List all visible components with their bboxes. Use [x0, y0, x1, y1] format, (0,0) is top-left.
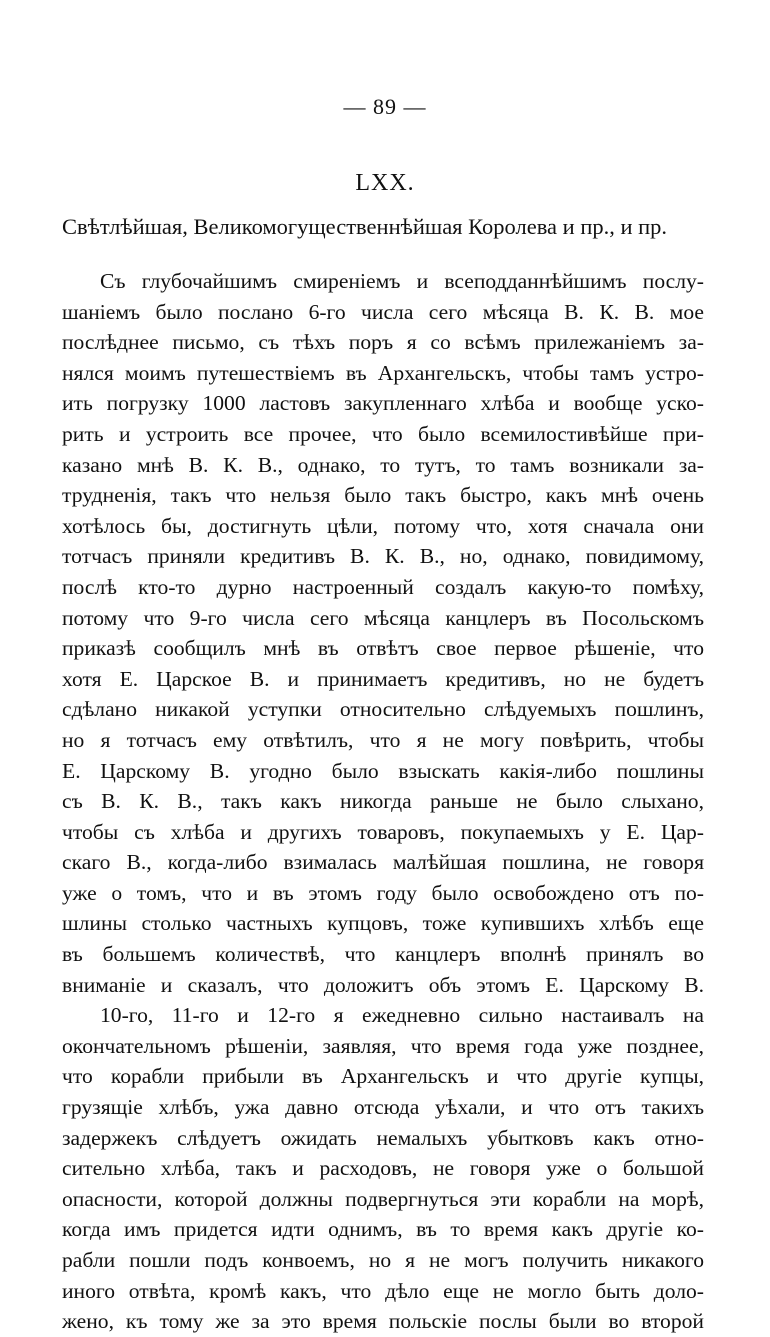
text-line: опасности, которой должны подвергнуться эти корабли на морѣ, [62, 1186, 704, 1211]
text-line: чтобы съ хлѣба и другихъ товаровъ, покупаемыхъ у Е. Цар- [62, 819, 704, 844]
document-number: LXX. [355, 170, 415, 196]
text-line: послѣднее письмо, съ тѣхъ поръ я со всѣмъ прилежаніемъ за- [62, 330, 704, 355]
text-line: скаго В., когда-либо взималась малѣйшая пошлина, не говоря [62, 850, 704, 875]
text-line: рабли пошли подъ конвоемъ, но я не могъ получить никакого [62, 1248, 704, 1272]
text-line: рить и устроить все прочее, что было всемилостивѣйше при- [62, 421, 704, 446]
text-line: хотя Е. Царское В. и принимаетъ кредитивъ, но не будетъ [62, 666, 704, 691]
text-line: когда имъ придется идти однимъ, въ то время какъ другіе ко- [62, 1217, 704, 1242]
text-line: послѣ кто-то дурно настроенный создалъ какую-то помѣху, [62, 574, 704, 599]
text-line: иного отвѣта, кромѣ какъ, что дѣло еще не могло быть доло- [62, 1278, 704, 1303]
page-number: — 89 — [343, 94, 427, 119]
text-line: Е. Царскому В. угодно было взыскать какія-либо пошлины [62, 758, 704, 783]
text-line: что корабли прибыли въ Архангельскъ и что другіе купцы, [62, 1064, 704, 1089]
text-line: 10-го, 11-го и 12-го я ежедневно сильно настаивалъ на [100, 1003, 704, 1028]
text-line: приказѣ сообщилъ мнѣ въ отвѣтъ свое первое рѣшеніе, что [62, 636, 704, 661]
text-line: уже о томъ, что и въ этомъ году было освобождено отъ по- [62, 880, 704, 905]
text-line: сительно хлѣба, такъ и расходовъ, не говоря уже о большой [62, 1156, 704, 1181]
text-line: Съ глубочайшимъ смиреніемъ и всеподданнѣйшимъ послу- [100, 269, 704, 293]
text-line: нялся моимъ путешествіемъ въ Архангельскъ, чтобы тамъ устро- [62, 360, 704, 385]
text-line: потому что 9-го числа сего мѣсяца канцлеръ въ Посольскомъ [62, 605, 704, 630]
text-line: сдѣлано никакой уступки относительно слѣдуемыхъ пошлинъ, [62, 697, 704, 722]
text-line: ить погрузку 1000 ластовъ закупленнаго хлѣба и вообще уско- [62, 391, 704, 416]
text-line: трудненія, такъ что нельзя было такъ быстро, какъ мнѣ очень [62, 483, 704, 508]
text-line: въ большемъ количествѣ, что канцлеръ вполнѣ принялъ во [62, 942, 704, 967]
text-line: хотѣлось бы, достигнуть цѣли, потому что, хотя сначала они [62, 513, 704, 538]
text-line: грузящіе хлѣбъ, ужа давно отсюда уѣхали, и что отъ такихъ [62, 1095, 704, 1120]
text-line: шлины столько частныхъ купцовъ, тоже купившихъ хлѣбъ еще [62, 911, 704, 936]
text-line: жено, къ тому же за это время польскіе послы были во второй [62, 1309, 704, 1334]
text-line: но я тотчасъ ему отвѣтилъ, что я не могу повѣрить, чтобы [62, 727, 704, 752]
text-line: съ В. К. В., такъ какъ никогда раньше не было слыхано, [62, 789, 704, 814]
text-line: вниманіе и сказалъ, что доложитъ объ этомъ Е. Царскому В. [62, 972, 704, 997]
letter-body [62, 266, 704, 1337]
text-line: шаніемъ было послано 6-го числа сего мѣсяца В. К. В. мое [62, 299, 704, 324]
text-line: задержекъ слѣдуетъ ожидать немалыхъ убытковъ какъ отно- [62, 1125, 704, 1150]
text-line: окончательномъ рѣшеніи, заявляя, что время года уже позднее, [62, 1033, 704, 1058]
text-line: казано мнѣ В. К. В., однако, то тутъ, то тамъ возникали за- [62, 452, 704, 477]
salutation: Свѣтлѣйшая, Великомогущественнѣйшая Королева и пр., и пр. [62, 214, 668, 239]
text-line: тотчасъ приняли кредитивъ В. К. В., но, однако, повидимому, [62, 544, 704, 569]
